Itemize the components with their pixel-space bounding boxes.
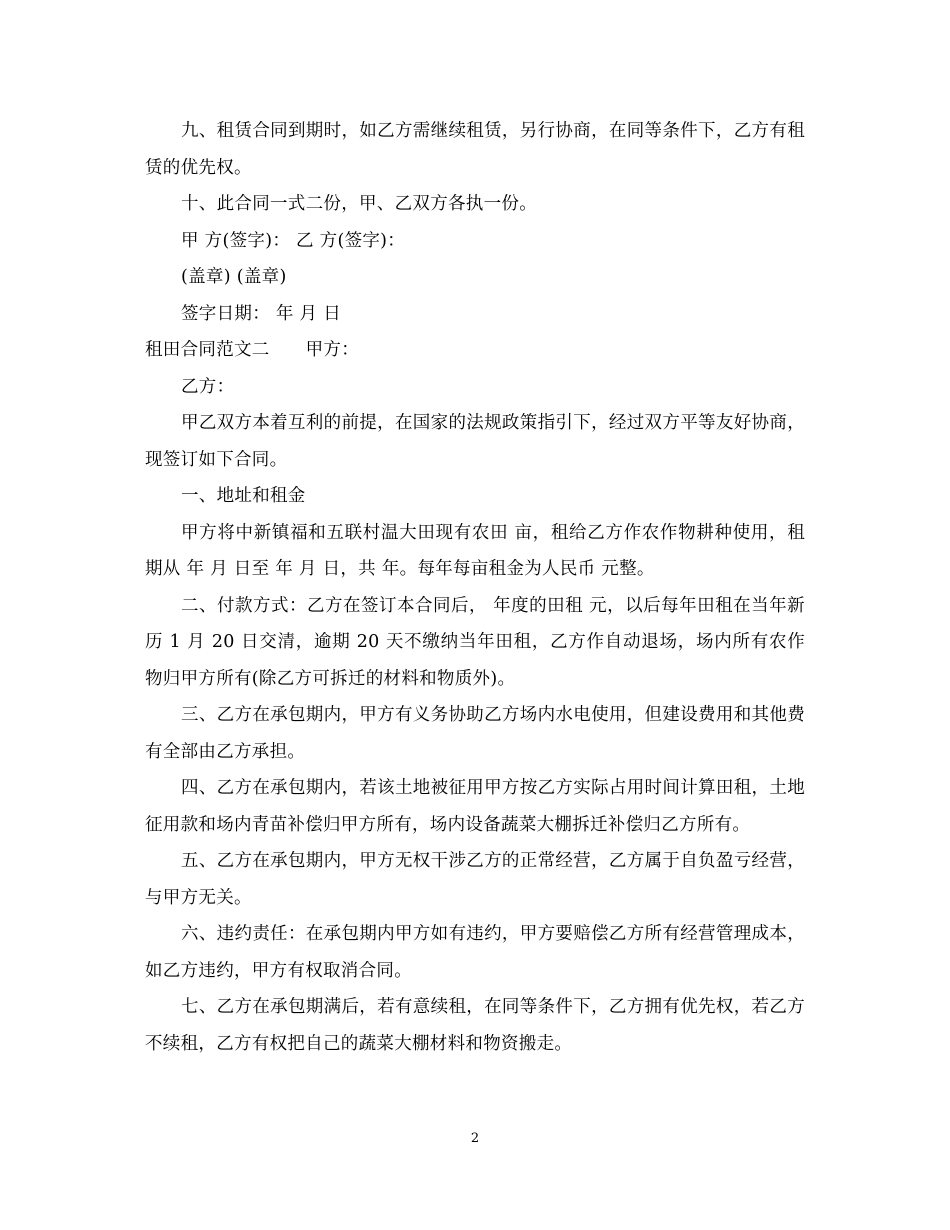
paragraph-payment: 二、付款方式：乙方在签订本合同后， 年度的田租 元，以后每年田租在当年新历 1 月 20 日交清，逾期 20 天不缴纳当年田租，乙方作自动退场，场内所有农作物归甲方所有(除乙方可拆迁的材料和物质外)。 [145,595,805,689]
paragraph-clause-10: 十、此合同一式二份，甲、乙双方各执一份。 [181,194,537,214]
paragraph-clause-6: 六、违约责任：在承包期内甲方如有违约，甲方要赔偿乙方所有经营管理成本，如乙方违约，甲方有权取消合同。 [145,924,805,981]
signing-date-line: 签字日期： 年 月 日 [181,303,341,324]
page-number: 2 [470,1131,480,1146]
paragraph-preamble: 甲乙双方本着互利的前提，在国家的法规政策指引下，经过双方平等友好协商，现签订如下合同。 [145,413,805,470]
paragraph-clause-5: 五、乙方在承包期内，甲方无权干涉乙方的正常经营，乙方属于自负盈亏经营，与甲方无关。 [145,851,805,908]
party-b-label: 乙方： [181,376,235,397]
paragraph-address-rent: 甲方将中新镇福和五联村温大田现有农田 亩，租给乙方作农作物耕种使用，租期从 年 月 日至 年 月 日，共 年。每年每亩租金为人民币 元整。 [145,522,805,579]
heading-address-rent: 一、地址和租金 [181,486,306,506]
signature-line: 甲 方(签字)： 乙 方(签字)： [181,230,406,251]
paragraph-clause-3: 三、乙方在承包期内，甲方有义务协助乙方场内水电使用，但建设费用和其他费有全部由乙方承担。 [145,705,805,762]
section-title: 租田合同范文二 [145,340,270,360]
section-title-line [145,332,805,369]
paragraph-clause-7: 七、乙方在承包期满后，若有意续租，在同等条件下，乙方拥有优先权，若乙方不续租，乙方有权把自己的蔬菜大棚材料和物资搬走。 [145,997,805,1054]
party-a-label: 甲方： [305,340,360,360]
paragraph-clause-4: 四、乙方在承包期内，若该土地被征用甲方按乙方实际占用时间计算田租，土地征用款和场内青苗补偿归甲方所有，场内设备蔬菜大棚拆迁补偿归乙方所有。 [145,778,805,835]
document-body [145,113,805,1062]
paragraph-clause-9: 九、租赁合同到期时，如乙方需继续租赁，另行协商，在同等条件下，乙方有租赁的优先权。 [145,121,805,178]
seal-line: (盖章) (盖章) [181,267,287,287]
